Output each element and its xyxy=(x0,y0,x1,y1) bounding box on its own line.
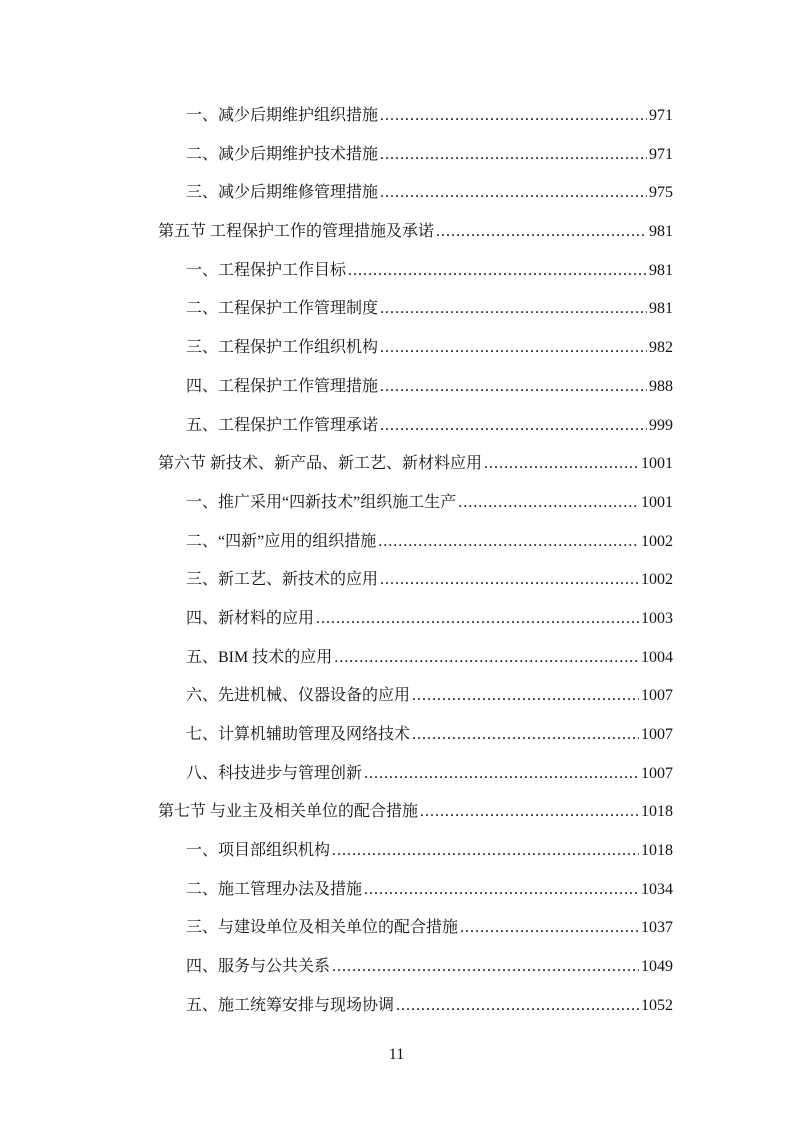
toc-entry-title: 三、工程保护工作组织机构 xyxy=(186,339,379,357)
toc-subsection-entry[interactable] xyxy=(158,909,673,948)
toc-subsection-entry[interactable] xyxy=(158,948,673,987)
toc-subsection-entry[interactable] xyxy=(158,407,673,446)
toc-entry-title: 二、施工管理办法及措施 xyxy=(186,880,363,898)
toc-entry-title: 二、“四新”应用的组织措施 xyxy=(186,532,377,550)
toc-dot-leader xyxy=(420,793,639,832)
toc-dot-leader xyxy=(316,600,639,639)
toc-dot-leader xyxy=(458,484,639,523)
toc-entry-page: 1002 xyxy=(641,532,673,550)
toc-subsection-entry[interactable] xyxy=(158,600,673,639)
toc-subsection-entry[interactable] xyxy=(158,677,673,716)
toc-entry-page: 971 xyxy=(649,145,673,163)
toc-entry-page: 1052 xyxy=(641,996,673,1014)
toc-dot-leader xyxy=(412,716,639,755)
toc-dot-leader xyxy=(484,445,639,484)
toc-subsection-entry[interactable] xyxy=(158,561,673,600)
toc-section-entry[interactable] xyxy=(158,445,673,484)
toc-entry-title: 四、新材料的应用 xyxy=(186,609,315,627)
toc-entry-page: 1001 xyxy=(641,493,673,511)
toc-dot-leader xyxy=(348,252,647,291)
toc-entry-title: 四、服务与公共关系 xyxy=(186,958,331,976)
toc-subsection-entry[interactable] xyxy=(158,136,673,175)
toc-entry-page: 981 xyxy=(649,261,673,279)
toc-entry-page: 981 xyxy=(649,223,673,241)
toc-dot-leader xyxy=(436,213,647,252)
toc-dot-leader xyxy=(332,948,639,987)
toc-subsection-entry[interactable] xyxy=(158,97,673,136)
toc-entry-title: 四、工程保护工作管理措施 xyxy=(186,377,379,395)
toc-dot-leader xyxy=(380,174,647,213)
toc-entry-title: 五、施工统筹安排与现场协调 xyxy=(186,996,395,1014)
toc-entry-page: 971 xyxy=(649,107,673,124)
toc-entry-title: 第五节 工程保护工作的管理措施及承诺 xyxy=(158,223,435,241)
toc-entry-title: 二、工程保护工作管理制度 xyxy=(186,300,379,318)
toc-subsection-entry[interactable] xyxy=(158,639,673,678)
toc-section-entry[interactable] xyxy=(158,793,673,832)
toc-entry-title: 三、减少后期维修管理措施 xyxy=(186,184,379,202)
toc-entry-page: 1003 xyxy=(641,609,673,627)
toc-entry-page: 1049 xyxy=(641,958,673,976)
toc-dot-leader xyxy=(396,987,639,1026)
toc-entry-page: 1007 xyxy=(641,764,673,782)
toc-entry-page: 1018 xyxy=(641,803,673,821)
toc-section-entry[interactable] xyxy=(158,213,673,252)
toc-entry-page: 1034 xyxy=(641,880,673,898)
toc-dot-leader xyxy=(380,136,647,175)
toc-dot-leader xyxy=(364,871,639,910)
table-of-contents xyxy=(158,97,673,1026)
toc-entry-title: 六、先进机械、仪器设备的应用 xyxy=(186,687,411,705)
toc-entry-page: 1004 xyxy=(641,648,673,666)
toc-entry-title: 五、BIM 技术的应用 xyxy=(186,648,333,666)
toc-entry-title: 八、科技进步与管理创新 xyxy=(186,764,363,782)
toc-dot-leader xyxy=(380,368,647,407)
toc-dot-leader xyxy=(380,561,639,600)
toc-subsection-entry[interactable] xyxy=(158,329,673,368)
toc-dot-leader xyxy=(380,290,647,329)
toc-entry-title: 一、项目部组织机构 xyxy=(186,842,331,860)
toc-dot-leader xyxy=(378,523,639,562)
toc-entry-page: 999 xyxy=(649,416,673,434)
toc-entry-title: 一、工程保护工作目标 xyxy=(186,261,347,279)
toc-entry-title: 三、新工艺、新技术的应用 xyxy=(186,571,379,589)
toc-entry-title: 第七节 与业主及相关单位的配合措施 xyxy=(158,803,419,821)
toc-entry-page: 1001 xyxy=(641,455,673,473)
toc-subsection-entry[interactable] xyxy=(158,523,673,562)
toc-subsection-entry[interactable] xyxy=(158,290,673,329)
toc-entry-page: 975 xyxy=(649,184,673,202)
toc-entry-title: 五、工程保护工作管理承诺 xyxy=(186,416,379,434)
toc-dot-leader xyxy=(412,677,639,716)
toc-entry-page: 1002 xyxy=(641,571,673,589)
toc-entry-title: 三、与建设单位及相关单位的配合措施 xyxy=(186,919,459,937)
toc-subsection-entry[interactable] xyxy=(158,368,673,407)
toc-subsection-entry[interactable] xyxy=(158,174,673,213)
toc-subsection-entry[interactable] xyxy=(158,871,673,910)
toc-entry-page: 1007 xyxy=(641,726,673,743)
page-number: 11 xyxy=(388,1046,405,1063)
toc-entry-page: 988 xyxy=(649,377,673,395)
toc-entry-title: 七、计算机辅助管理及网络技术 xyxy=(186,726,411,743)
toc-entry-page: 1037 xyxy=(641,919,673,937)
toc-dot-leader xyxy=(332,832,639,871)
toc-dot-leader xyxy=(460,909,639,948)
toc-entry-title: 二、减少后期维护技术措施 xyxy=(186,145,379,163)
toc-entry-page: 1007 xyxy=(641,687,673,705)
toc-entry-page: 981 xyxy=(649,300,673,318)
toc-dot-leader xyxy=(364,755,639,794)
toc-entry-title: 一、减少后期维护组织措施 xyxy=(186,107,379,124)
toc-subsection-entry[interactable] xyxy=(158,252,673,291)
toc-subsection-entry[interactable] xyxy=(158,716,673,755)
toc-subsection-entry[interactable] xyxy=(158,832,673,871)
toc-dot-leader xyxy=(334,639,639,678)
toc-dot-leader xyxy=(380,97,647,136)
toc-entry-title: 一、推广采用“四新技术”组织施工生产 xyxy=(186,493,457,511)
toc-subsection-entry[interactable] xyxy=(158,484,673,523)
toc-subsection-entry[interactable] xyxy=(158,987,673,1026)
toc-entry-title: 第六节 新技术、新产品、新工艺、新材料应用 xyxy=(158,455,483,473)
toc-entry-page: 1018 xyxy=(641,842,673,860)
toc-subsection-entry[interactable] xyxy=(158,755,673,794)
toc-entry-page: 982 xyxy=(649,339,673,357)
toc-dot-leader xyxy=(380,407,647,446)
toc-dot-leader xyxy=(380,329,647,368)
